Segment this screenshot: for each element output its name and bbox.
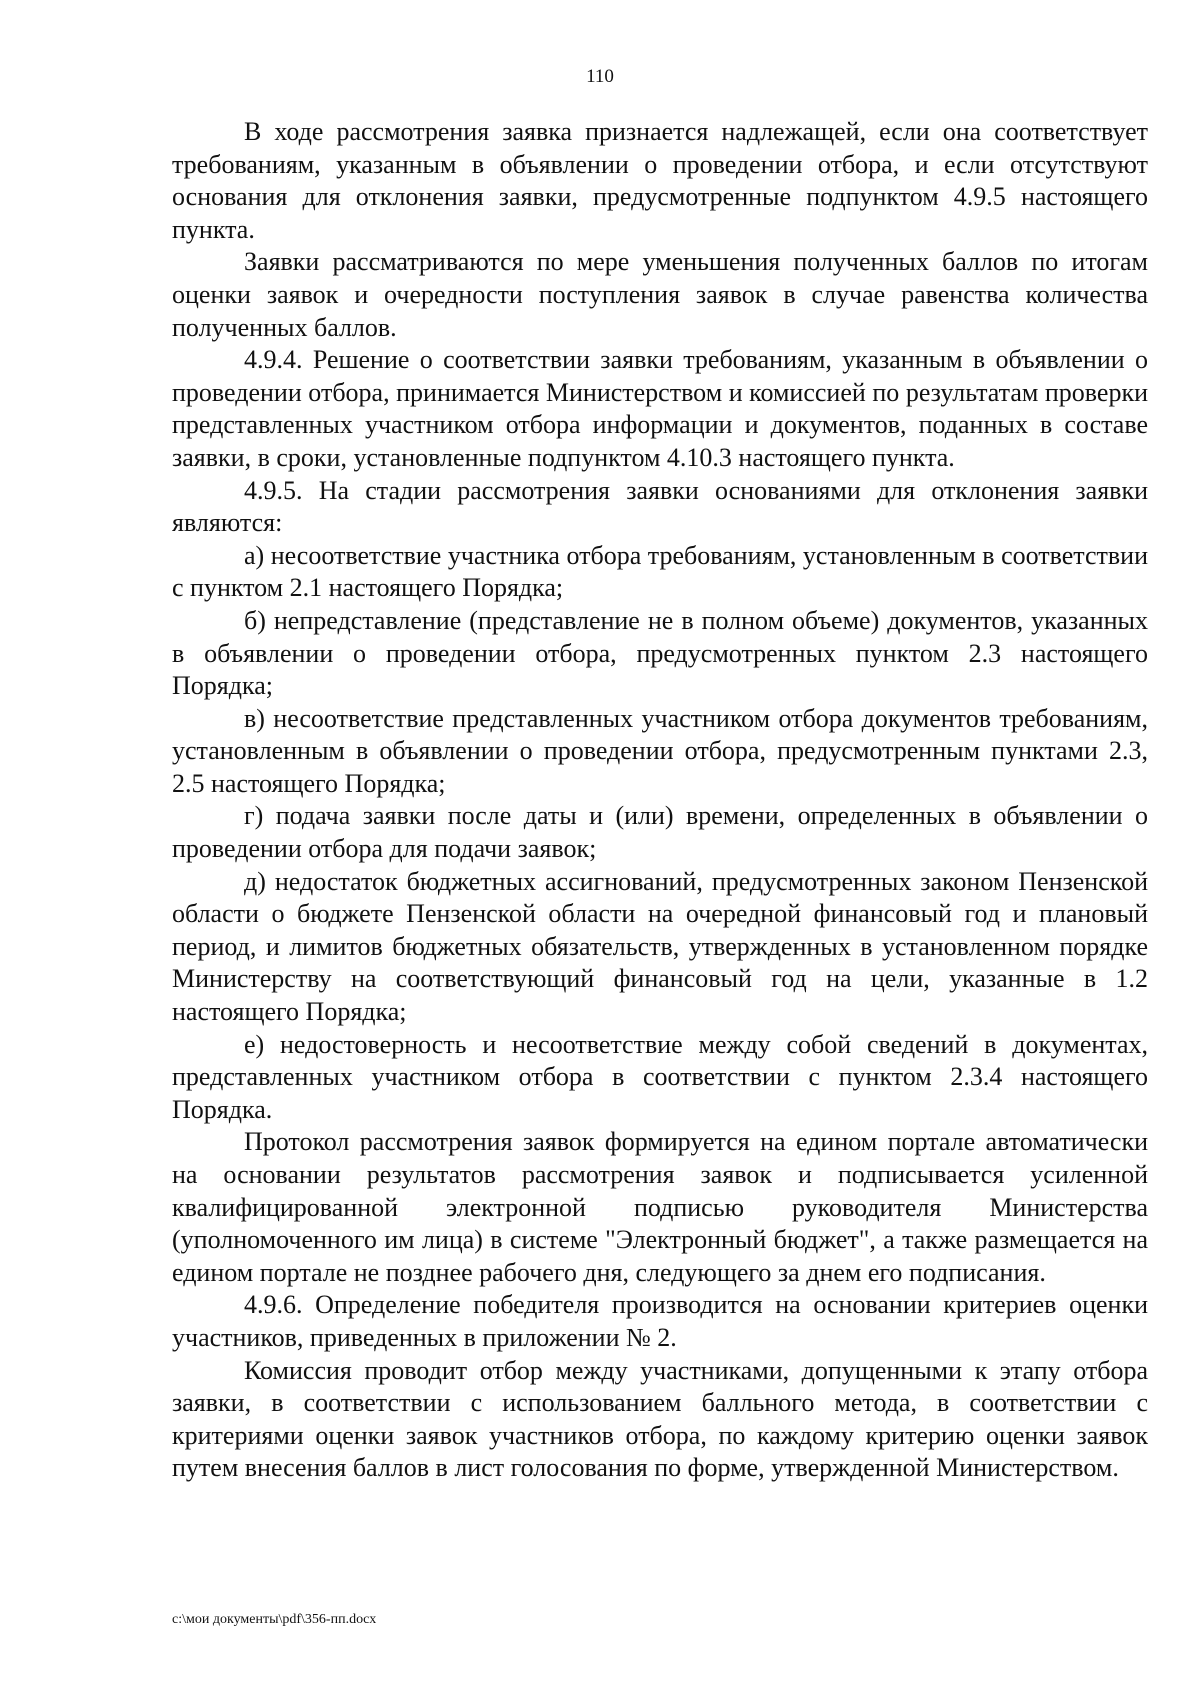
- paragraph-item-b: б) непредставление (представление не в полном объеме) документов, указанных в объявлении о проведении отбора, предусмотренных пунктом 2.3 настоящего Порядка;: [172, 605, 1148, 701]
- paragraph-review-order: Заявки рассматриваются по мере уменьшения полученных баллов по итогам оценки заявок и очередности поступления заявок в случае равенства количества полученных баллов.: [172, 247, 1148, 342]
- paragraph-4-9-5: 4.9.5. На стадии рассмотрения заявки основаниями для отклонения заявки являются:: [172, 475, 1148, 538]
- paragraph-4-9-6: 4.9.6. Определение победителя производится на основании критериев оценки участников, приведенных в приложении № 2.: [172, 1290, 1148, 1352]
- paragraph-item-a: а) несоответствие участника отбора требованиям, установленным в соответствии с пунктом 2.1 настоящего Порядка;: [172, 540, 1148, 603]
- paragraph-commission: Комиссия проводит отбор между участниками, допущенными к этапу отбора заявки, в соответствии с использованием балльного метода, в соответствии с критериями оценки заявок участников отбора, по каждому критерию оценки заявок путем внесения баллов в лист голосования по форме, утвержденной Министерством.: [172, 1355, 1148, 1483]
- paragraph-protocol: Протокол рассмотрения заявок формируется на едином портале автоматически на основании результатов рассмотрения заявок и подписывается усиленной квалифицированной электронной подписью руководителя Министерства (уполномоченного им лица) в системе "Электронный бюджет", а также размещается на едином портале не позднее рабочего дня, следующего за днем его подписания.: [172, 1127, 1148, 1287]
- paragraph-review-proper: В ходе рассмотрения заявка признается надлежащей, если она соответствует требованиям, указанным в объявлении о проведении отбора, и если отсутствуют основания для отклонения заявки, предусмотренные подпунктом 4.9.5 настоящего пункта.: [172, 117, 1148, 244]
- paragraph-item-v: в) несоответствие представленных участником отбора документов требованиям, установленным в объявлении о проведении отбора, предусмотренным пунктами 2.3, 2.5 настоящего Порядка;: [172, 703, 1148, 798]
- paragraph-item-g: г) подача заявки после даты и (или) времени, определенных в объявлении о проведении отбора для подачи заявок;: [172, 801, 1148, 864]
- paragraph-4-9-4: 4.9.4. Решение о соответствии заявки требованиям, указанным в объявлении о проведении отбора, принимается Министерством и комиссией по результатам проверки представленных участником отбора информации и документов, поданных в составе заявки, в сроки, установленные подпунктом 4.10.3 настоящего пункта.: [172, 345, 1148, 472]
- document-body: [172, 116, 1148, 1485]
- page-number: 110: [586, 66, 614, 87]
- footer-file-path: c:\мои документы\pdf\356-пп.docx: [172, 1612, 377, 1627]
- paragraph-item-d: д) недостаток бюджетных ассигнований, предусмотренных законом Пензенской области о бюджете Пензенской области на очередной финансовый год и плановый период, и лимитов бюджетных обязательств, утвержденных в установленном порядке Министерству на соответствующий финансовый год на цели, указанные в 1.2 настоящего Порядка;: [172, 866, 1148, 1027]
- paragraph-item-e: е) недостоверность и несоответствие между собой сведений в документах, представленных участником отбора в соответствии с пунктом 2.3.4 настоящего Порядка.: [172, 1029, 1148, 1124]
